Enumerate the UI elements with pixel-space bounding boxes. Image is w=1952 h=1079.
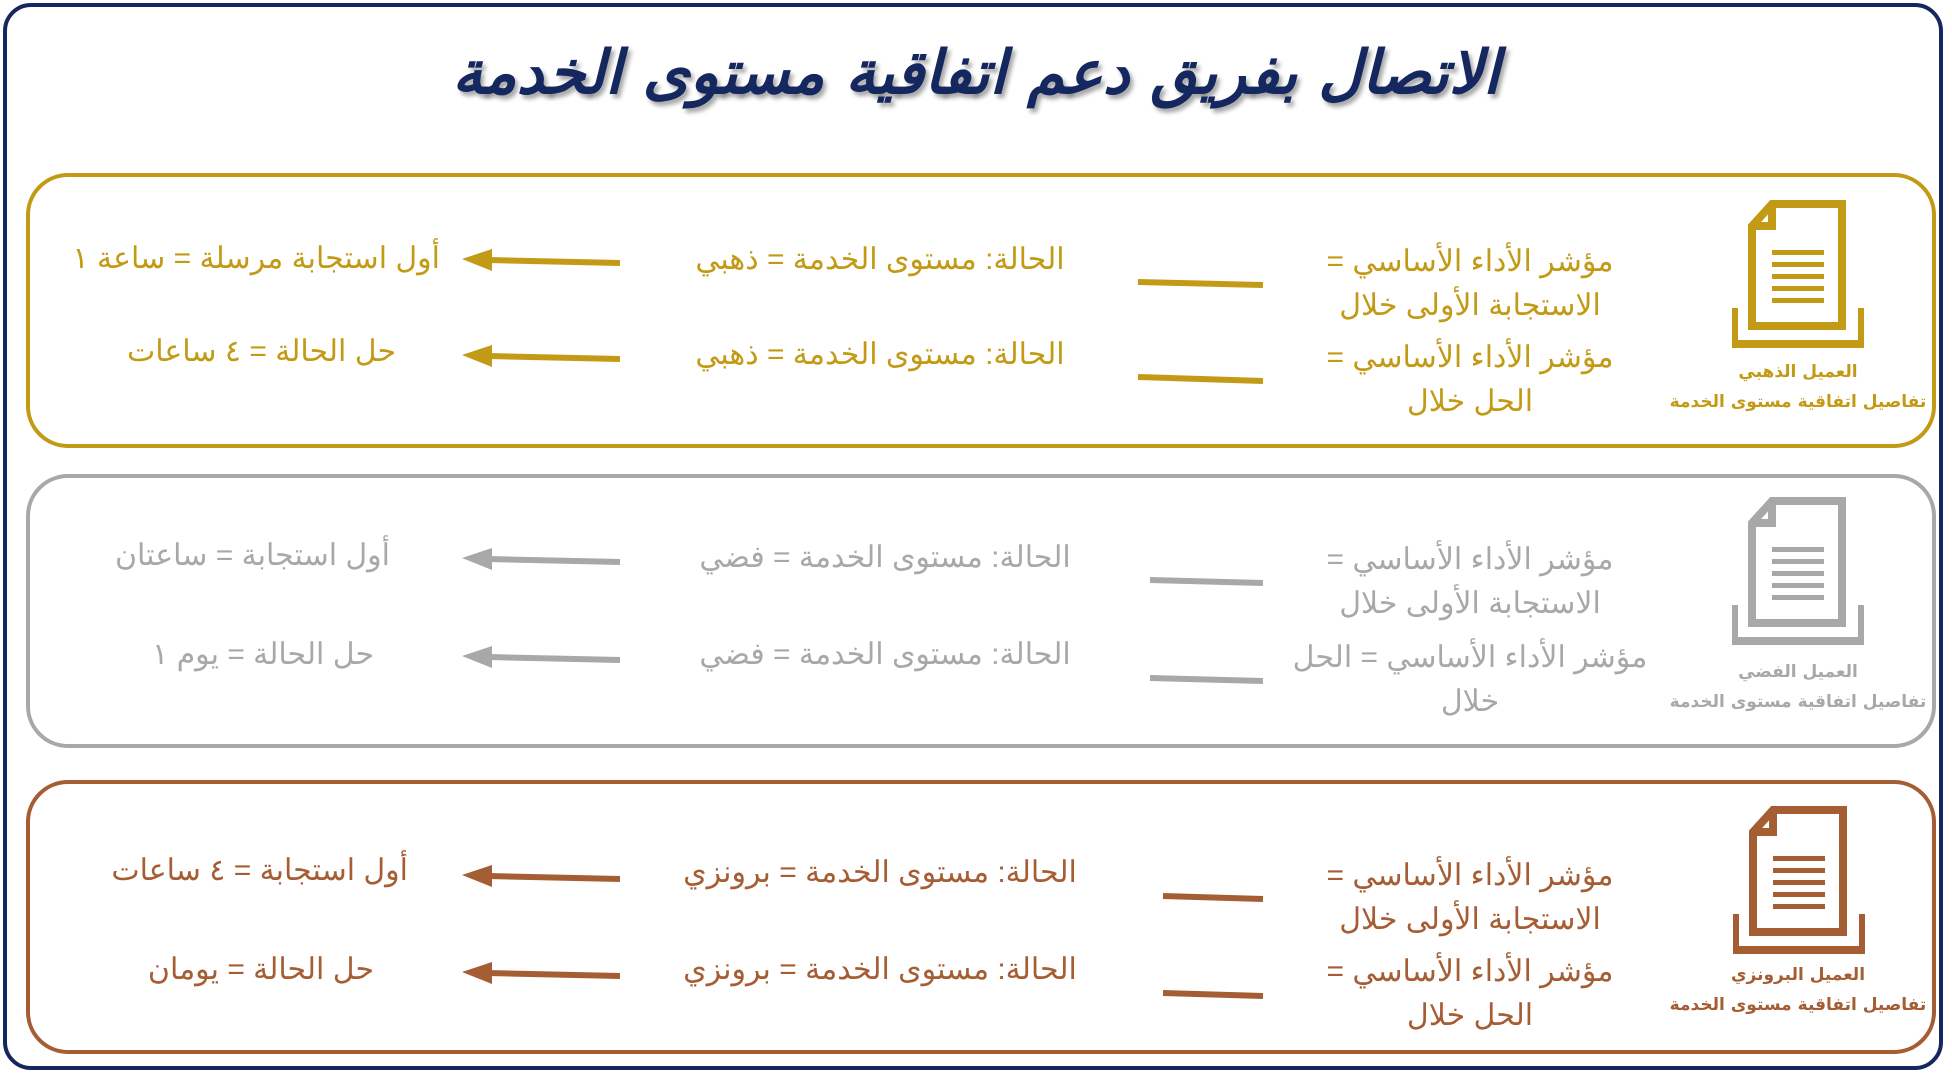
bronze-document-icon <box>1733 806 1865 954</box>
silver-row1-kpi <box>1260 538 1680 626</box>
silver-customer-subtitle: تفاصيل اتفاقية مستوى الخدمة <box>1669 692 1927 712</box>
silver-row2-result: حل الحالة = يوم ١ <box>152 638 374 671</box>
silver-document-icon <box>1732 497 1864 645</box>
bronze-row2-kpi <box>1260 950 1680 1038</box>
silver-row2-status: الحالة: مستوى الخدمة = فضي <box>699 638 1071 671</box>
bronze-customer-name: العميل البرونزي <box>1730 965 1866 985</box>
gold-customer-subtitle: تفاصيل اتفاقية مستوى الخدمة <box>1669 392 1927 412</box>
bronze-row2-arrow <box>0 0 1 1</box>
gold-row2-result: حل الحالة = ٤ ساعات <box>126 335 396 368</box>
bronze-customer-label <box>1668 960 1928 1020</box>
silver-customer-name: العميل الفضي <box>1738 662 1858 682</box>
kpi-line2: الاستجابة الأولى خلال <box>1339 289 1601 322</box>
bronze-customer-subtitle: تفاصيل اتفاقية مستوى الخدمة <box>1669 995 1927 1015</box>
gold-row2-kpi <box>1260 336 1680 424</box>
gold-customer-name: العميل الذهبي <box>1738 362 1858 382</box>
kpi-line2: خلال <box>1440 685 1500 718</box>
silver-row1-result: أول استجابة = ساعتان <box>114 539 390 572</box>
bronze-row1-kpi <box>1260 854 1680 942</box>
silver-customer-label <box>1668 657 1928 717</box>
kpi-line2: الاستجابة الأولى خلال <box>1339 903 1601 936</box>
bronze-row2-result: حل الحالة = يومان <box>147 953 374 986</box>
gold-row1-kpi <box>1260 240 1680 328</box>
kpi-line1: مؤشر الأداء الأساسي = <box>1326 543 1614 576</box>
kpi-line1: مؤشر الأداء الأساسي = الحل <box>1292 641 1648 674</box>
silver-row1-status: الحالة: مستوى الخدمة = فضي <box>699 541 1071 574</box>
page-title: الاتصال بفريق دعم اتفاقية مستوى الخدمة <box>452 38 1500 108</box>
gold-row1-result: أول استجابة مرسلة = ساعة ١ <box>72 242 440 275</box>
kpi-line1: مؤشر الأداء الأساسي = <box>1326 341 1614 374</box>
gold-row1-status: الحالة: مستوى الخدمة = ذهبي <box>695 243 1065 276</box>
gold-customer-label <box>1668 357 1928 417</box>
kpi-line2: الاستجابة الأولى خلال <box>1339 587 1601 620</box>
kpi-line1: مؤشر الأداء الأساسي = <box>1326 245 1614 278</box>
gold-document-icon <box>1732 200 1864 348</box>
bronze-row1-result: أول استجابة = ٤ ساعات <box>111 854 408 887</box>
gold-row2-status: الحالة: مستوى الخدمة = ذهبي <box>695 338 1065 371</box>
silver-row2-kpi <box>1260 636 1680 724</box>
kpi-line1: مؤشر الأداء الأساسي = <box>1326 859 1614 892</box>
kpi-line1: مؤشر الأداء الأساسي = <box>1326 955 1614 988</box>
kpi-line2: الحل خلال <box>1406 999 1534 1032</box>
kpi-line2: الحل خلال <box>1406 385 1534 418</box>
bronze-row1-status: الحالة: مستوى الخدمة = برونزي <box>683 856 1077 889</box>
bronze-row2-status: الحالة: مستوى الخدمة = برونزي <box>683 953 1077 986</box>
